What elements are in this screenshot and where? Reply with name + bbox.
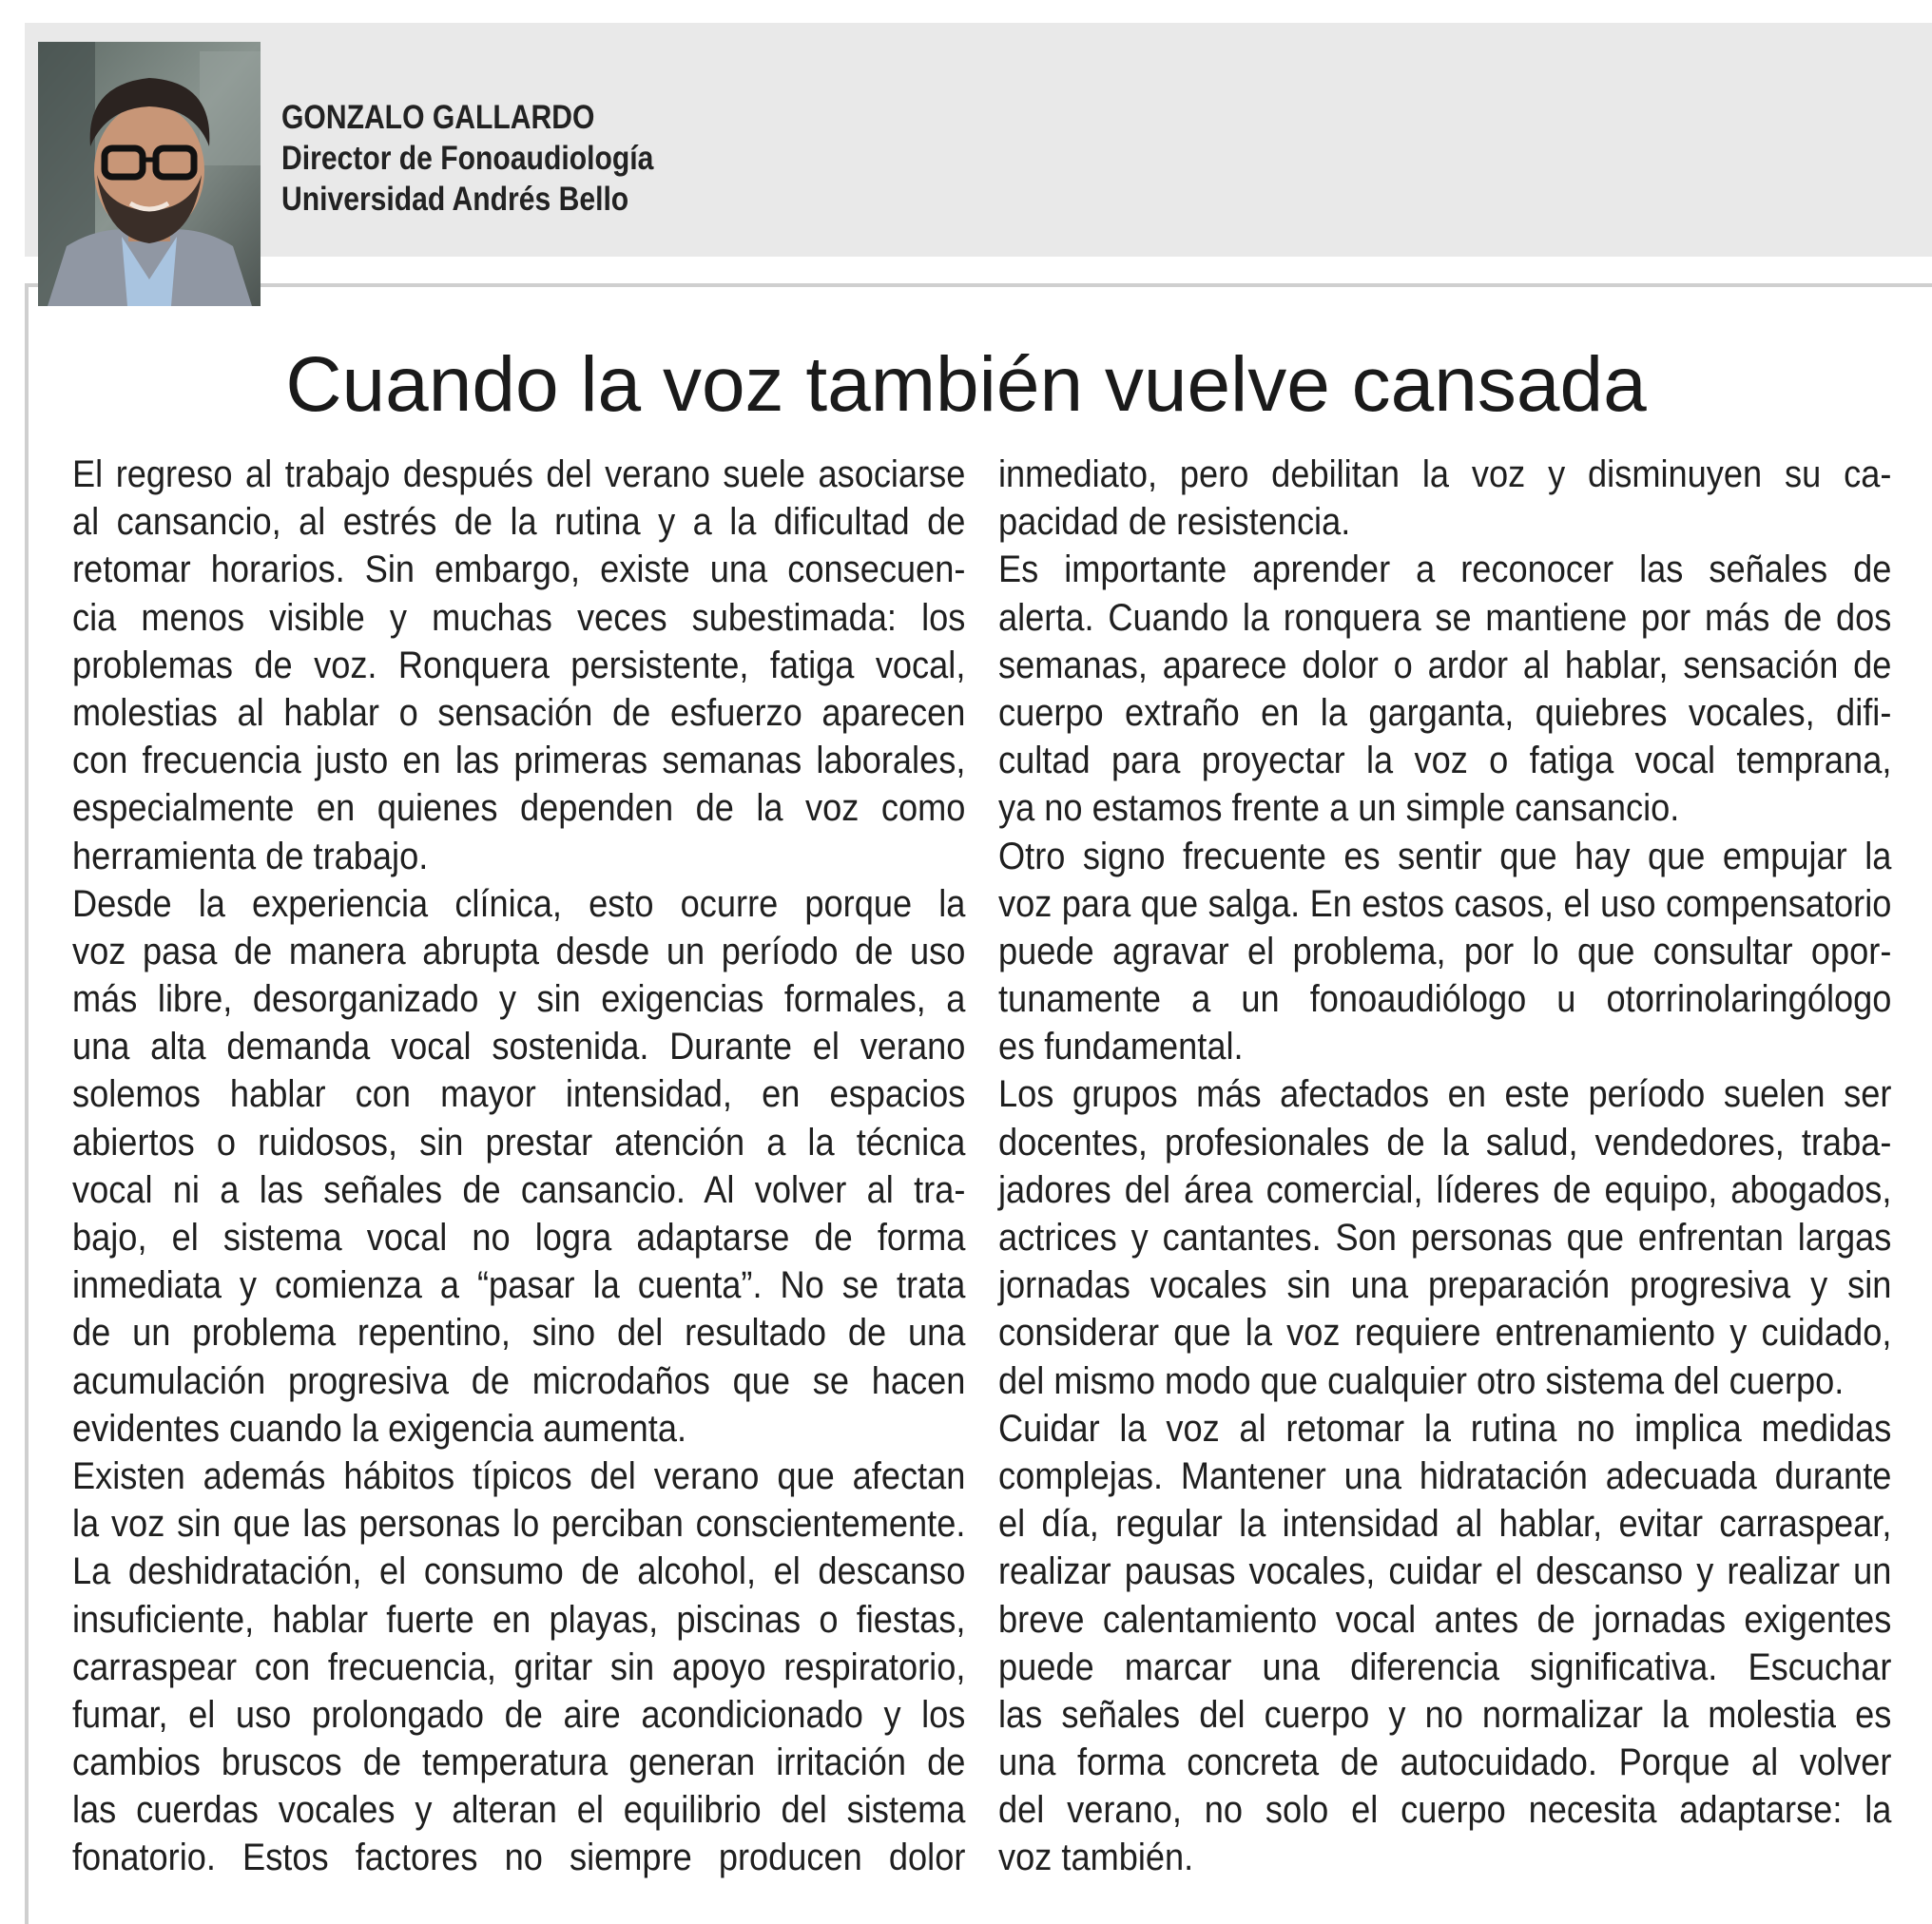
article-line: con frecuencia justo en las primeras semanas laborales, xyxy=(72,740,966,782)
article-line: de un problema repentino, sino del resultado de una xyxy=(72,1312,966,1355)
article-line: Otro signo frecuente es sentir que hay que empujar la xyxy=(998,835,1892,877)
article-line: carraspear con frecuencia, gritar sin apoyo respiratorio, xyxy=(72,1645,966,1688)
article-line: problemas de voz. Ronquera persistente, fatiga vocal, xyxy=(72,644,966,686)
article-line: es fundamental. xyxy=(998,1026,1244,1068)
article-line: evidentes cuando la exigencia aumenta. xyxy=(72,1407,687,1450)
article-line: complejas. Mantener una hidratación adecuada durante xyxy=(998,1454,1892,1497)
article-line: insuficiente, hablar fuerte en playas, piscinas o fiestas, xyxy=(72,1598,966,1641)
article-line: del mismo modo que cualquier otro sistema del cuerpo. xyxy=(998,1359,1845,1402)
author-role: Director de Fonoaudiología xyxy=(281,140,654,177)
article-column-left xyxy=(72,451,966,1882)
article-line: considerar que la voz requiere entrenamiento y cuidado, xyxy=(998,1312,1892,1355)
article-title: Cuando la voz también vuelve cansada xyxy=(285,341,1647,428)
article-line: bajo, el sistema vocal no logra adaptarse de forma xyxy=(72,1217,966,1259)
article-line: abiertos o ruidosos, sin prestar atención a la técnica xyxy=(72,1121,966,1164)
article-line: realizar pausas vocales, cuidar el descanso y realizar un xyxy=(998,1550,1892,1593)
author-byline xyxy=(281,97,653,220)
article-line: retomar horarios. Sin embargo, existe una consecuen- xyxy=(72,548,966,591)
author-photo xyxy=(38,42,261,306)
article-line: voz también. xyxy=(998,1837,1194,1879)
article-line: del verano, no solo el cuerpo necesita adaptarse: la xyxy=(998,1789,1892,1832)
article-line: herramienta de trabajo. xyxy=(72,835,429,877)
article-line: las cuerdas vocales y alteran el equilibrio del sistema xyxy=(72,1789,966,1832)
article-line: puede marcar una diferencia significativa. Escuchar xyxy=(998,1645,1892,1688)
article-line: Existen además hábitos típicos del verano que afectan xyxy=(72,1454,966,1497)
article-line: La deshidratación, el consumo de alcohol, el descanso xyxy=(72,1550,966,1593)
article-line: semanas, aparece dolor o ardor al hablar, sensación de xyxy=(998,644,1892,686)
author-name: GONZALO GALLARDO xyxy=(281,99,595,136)
frame-left-rule xyxy=(25,283,29,1924)
article-line: actrices y cantantes. Son personas que enfrentan largas xyxy=(998,1217,1892,1259)
article-line: molestias al hablar o sensación de esfuerzo aparecen xyxy=(72,691,966,734)
article-column-right xyxy=(998,451,1892,1882)
article-line: al cansancio, al estrés de la rutina y a la dificultad de xyxy=(72,501,966,544)
author-institution: Universidad Andrés Bello xyxy=(281,181,629,218)
article-line: inmediato, pero debilitan la voz y disminuyen su ca- xyxy=(998,453,1892,495)
article-line: Los grupos más afectados en este período suelen ser xyxy=(998,1073,1892,1116)
article-line: una alta demanda vocal sostenida. Durante el verano xyxy=(72,1026,966,1068)
article-line: Desde la experiencia clínica, esto ocurre porque la xyxy=(72,882,966,925)
article-line: cambios bruscos de temperatura generan irritación de xyxy=(72,1741,966,1784)
article-line: el día, regular la intensidad al hablar, evitar carraspear, xyxy=(998,1503,1892,1546)
article-line: inmediata y comienza a “pasar la cuenta”. No se trata xyxy=(72,1264,966,1307)
author-portrait-icon xyxy=(38,42,261,306)
article-line: Es importante aprender a reconocer las señales de xyxy=(998,548,1892,591)
article-line: alerta. Cuando la ronquera se mantiene por más de dos xyxy=(998,596,1892,639)
article-line: especialmente en quienes dependen de la voz como xyxy=(72,787,966,830)
article-line: cultad para proyectar la voz o fatiga vocal temprana, xyxy=(998,740,1892,782)
article-line: acumulación progresiva de microdaños que se hacen xyxy=(72,1359,966,1402)
article-line: la voz sin que las personas lo perciban conscientemente. xyxy=(72,1503,966,1546)
article-line: Cuidar la voz al retomar la rutina no implica medidas xyxy=(998,1407,1892,1450)
article-line: puede agravar el problema, por lo que consultar opor- xyxy=(998,930,1892,972)
article-line: El regreso al trabajo después del verano suele asociarse xyxy=(72,453,966,495)
article-line: vocal ni a las señales de cansancio. Al volver al tra- xyxy=(72,1168,966,1211)
article-line: voz pasa de manera abrupta desde un período de uso xyxy=(72,930,966,972)
article-line: las señales del cuerpo y no normalizar la molestia es xyxy=(998,1693,1892,1736)
article-line: ya no estamos frente a un simple cansancio. xyxy=(998,787,1680,830)
article-line: más libre, desorganizado y sin exigencias formales, a xyxy=(72,978,966,1021)
article-line: voz para que salga. En estos casos, el uso compensatorio xyxy=(998,882,1892,925)
article-line: cia menos visible y muchas veces subestimada: los xyxy=(72,596,966,639)
article-line: fonatorio. Estos factores no siempre producen dolor xyxy=(72,1837,966,1879)
frame-top-rule xyxy=(25,283,1932,287)
article-line: tunamente a un fonoaudiólogo u otorrinolaringólogo xyxy=(998,978,1892,1021)
article-line: solemos hablar con mayor intensidad, en espacios xyxy=(72,1073,966,1116)
article-line: docentes, profesionales de la salud, vendedores, traba- xyxy=(998,1121,1892,1164)
article-line: pacidad de resistencia. xyxy=(998,501,1351,544)
article-line: jornadas vocales sin una preparación progresiva y sin xyxy=(998,1264,1892,1307)
article-line: fumar, el uso prolongado de aire acondicionado y los xyxy=(72,1693,966,1736)
article-line: jadores del área comercial, líderes de equipo, abogados, xyxy=(998,1168,1892,1211)
article-line: cuerpo extraño en la garganta, quiebres vocales, difi- xyxy=(998,691,1892,734)
article-line: breve calentamiento vocal antes de jornadas exigentes xyxy=(998,1598,1892,1641)
article-line: una forma concreta de autocuidado. Porque al volver xyxy=(998,1741,1892,1784)
